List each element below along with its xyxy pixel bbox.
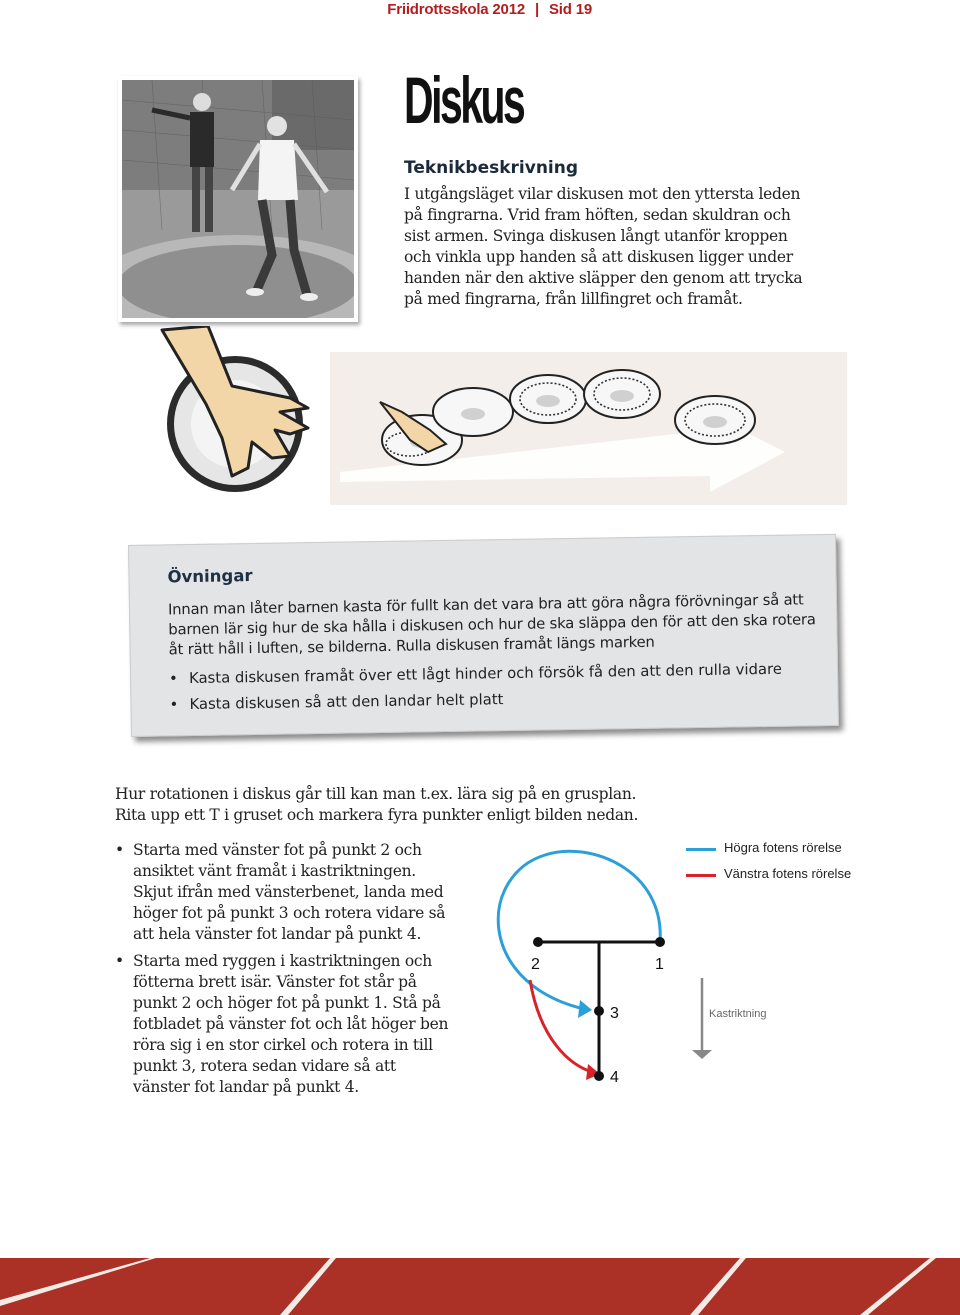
exercises-heading: Övningar bbox=[167, 566, 253, 587]
exercises-list bbox=[169, 657, 783, 719]
left-foot-path bbox=[530, 980, 592, 1072]
point-2-label: 2 bbox=[531, 956, 540, 973]
rotation-line-1: Hur rotationen i diskus går till kan man t.ex. lära sig på en grusplan. bbox=[115, 785, 637, 803]
point-3-marker bbox=[594, 1006, 604, 1016]
point-2-marker bbox=[533, 937, 543, 947]
right-foot-path bbox=[498, 851, 660, 1008]
page-title: Diskus bbox=[404, 63, 524, 137]
page-number: Sid 19 bbox=[549, 1, 592, 18]
technique-text: I utgångsläget vilar diskusen mot den yttersta leden på fingrarna. Vrid fram höften, sedan skuldran och sist armen. Svinga diskusen långt utanför kroppen och vinkla upp handen så att diskusen ligger under handen när den aktive släpper den genom att trycka på med fingrarna, från lillfingret och framåt. bbox=[404, 185, 803, 308]
running-track-strip bbox=[0, 1258, 960, 1315]
point-3-label: 3 bbox=[610, 1005, 619, 1022]
hand-grip-illustration bbox=[140, 326, 340, 496]
point-4-label: 4 bbox=[610, 1069, 619, 1086]
rotation-steps bbox=[115, 840, 455, 1104]
technique-heading: Teknikbeskrivning bbox=[404, 158, 579, 178]
photo-scene bbox=[122, 80, 354, 318]
discus-photo bbox=[118, 76, 358, 322]
discus-rolling-illustration bbox=[330, 352, 847, 505]
direction-label: Kastriktning bbox=[709, 1008, 767, 1020]
exercises-box bbox=[128, 534, 843, 745]
exercise-item: • Kasta diskusen så att den landar helt platt bbox=[169, 683, 782, 719]
exercises-panel bbox=[128, 534, 839, 737]
point-4-marker bbox=[594, 1071, 604, 1081]
rotation-intro bbox=[115, 784, 638, 826]
legend-right-label: Högra fotens rörelse bbox=[724, 840, 842, 855]
step-item: • Starta med ryggen i kastriktningen och fötterna brett isär. Vänster fot står på punkt 2 och höger fot på punkt 1. Stå på fotbladet på vänster fot och låt höger ben röra sig i en stor cirkel och rotera in till punkt 3, rotera sedan vidare så att vänster fot landar på punkt 4. bbox=[115, 951, 455, 1098]
exercise-item: • Kasta diskusen framåt över ett lågt hinder och försök få den att den rulla vidare bbox=[169, 657, 782, 693]
exercises-text: Innan man låter barnen kasta för fullt kan det vara bra att göra några förövningar så att barnen lär sig hur de ska hålla i diskusen och hur de ska släppa den för att den ska rotera åt rätt håll i luften, se bilderna. Rulla diskusen framåt längs marken bbox=[167, 591, 816, 659]
legend-red-line bbox=[686, 874, 716, 877]
rotation-line-2: Rita upp ett T i gruset och markera fyra punkter enligt bilden nedan. bbox=[115, 806, 639, 824]
point-1-label: 1 bbox=[655, 956, 664, 973]
legend-blue-line bbox=[686, 848, 716, 851]
step-item: • Starta med vänster fot på punkt 2 och ansiktet vänt framåt i kastriktningen. Skjut ifrån med vänsterbenet, landa med höger fot på punkt 3 och rotera vidare så att hela vänster fot landar på punkt 4. bbox=[115, 840, 455, 945]
direction-arrow-head bbox=[692, 1050, 712, 1059]
page-header bbox=[387, 1, 592, 18]
point-1-marker bbox=[655, 937, 665, 947]
right-foot-arrow bbox=[578, 1000, 592, 1018]
legend-left-label: Vänstra fotens rörelse bbox=[724, 866, 852, 881]
publication-name: Friidrottsskola 2012 bbox=[387, 1, 525, 18]
header-separator: | bbox=[535, 1, 539, 18]
rolling-discus-sequence bbox=[330, 352, 847, 505]
